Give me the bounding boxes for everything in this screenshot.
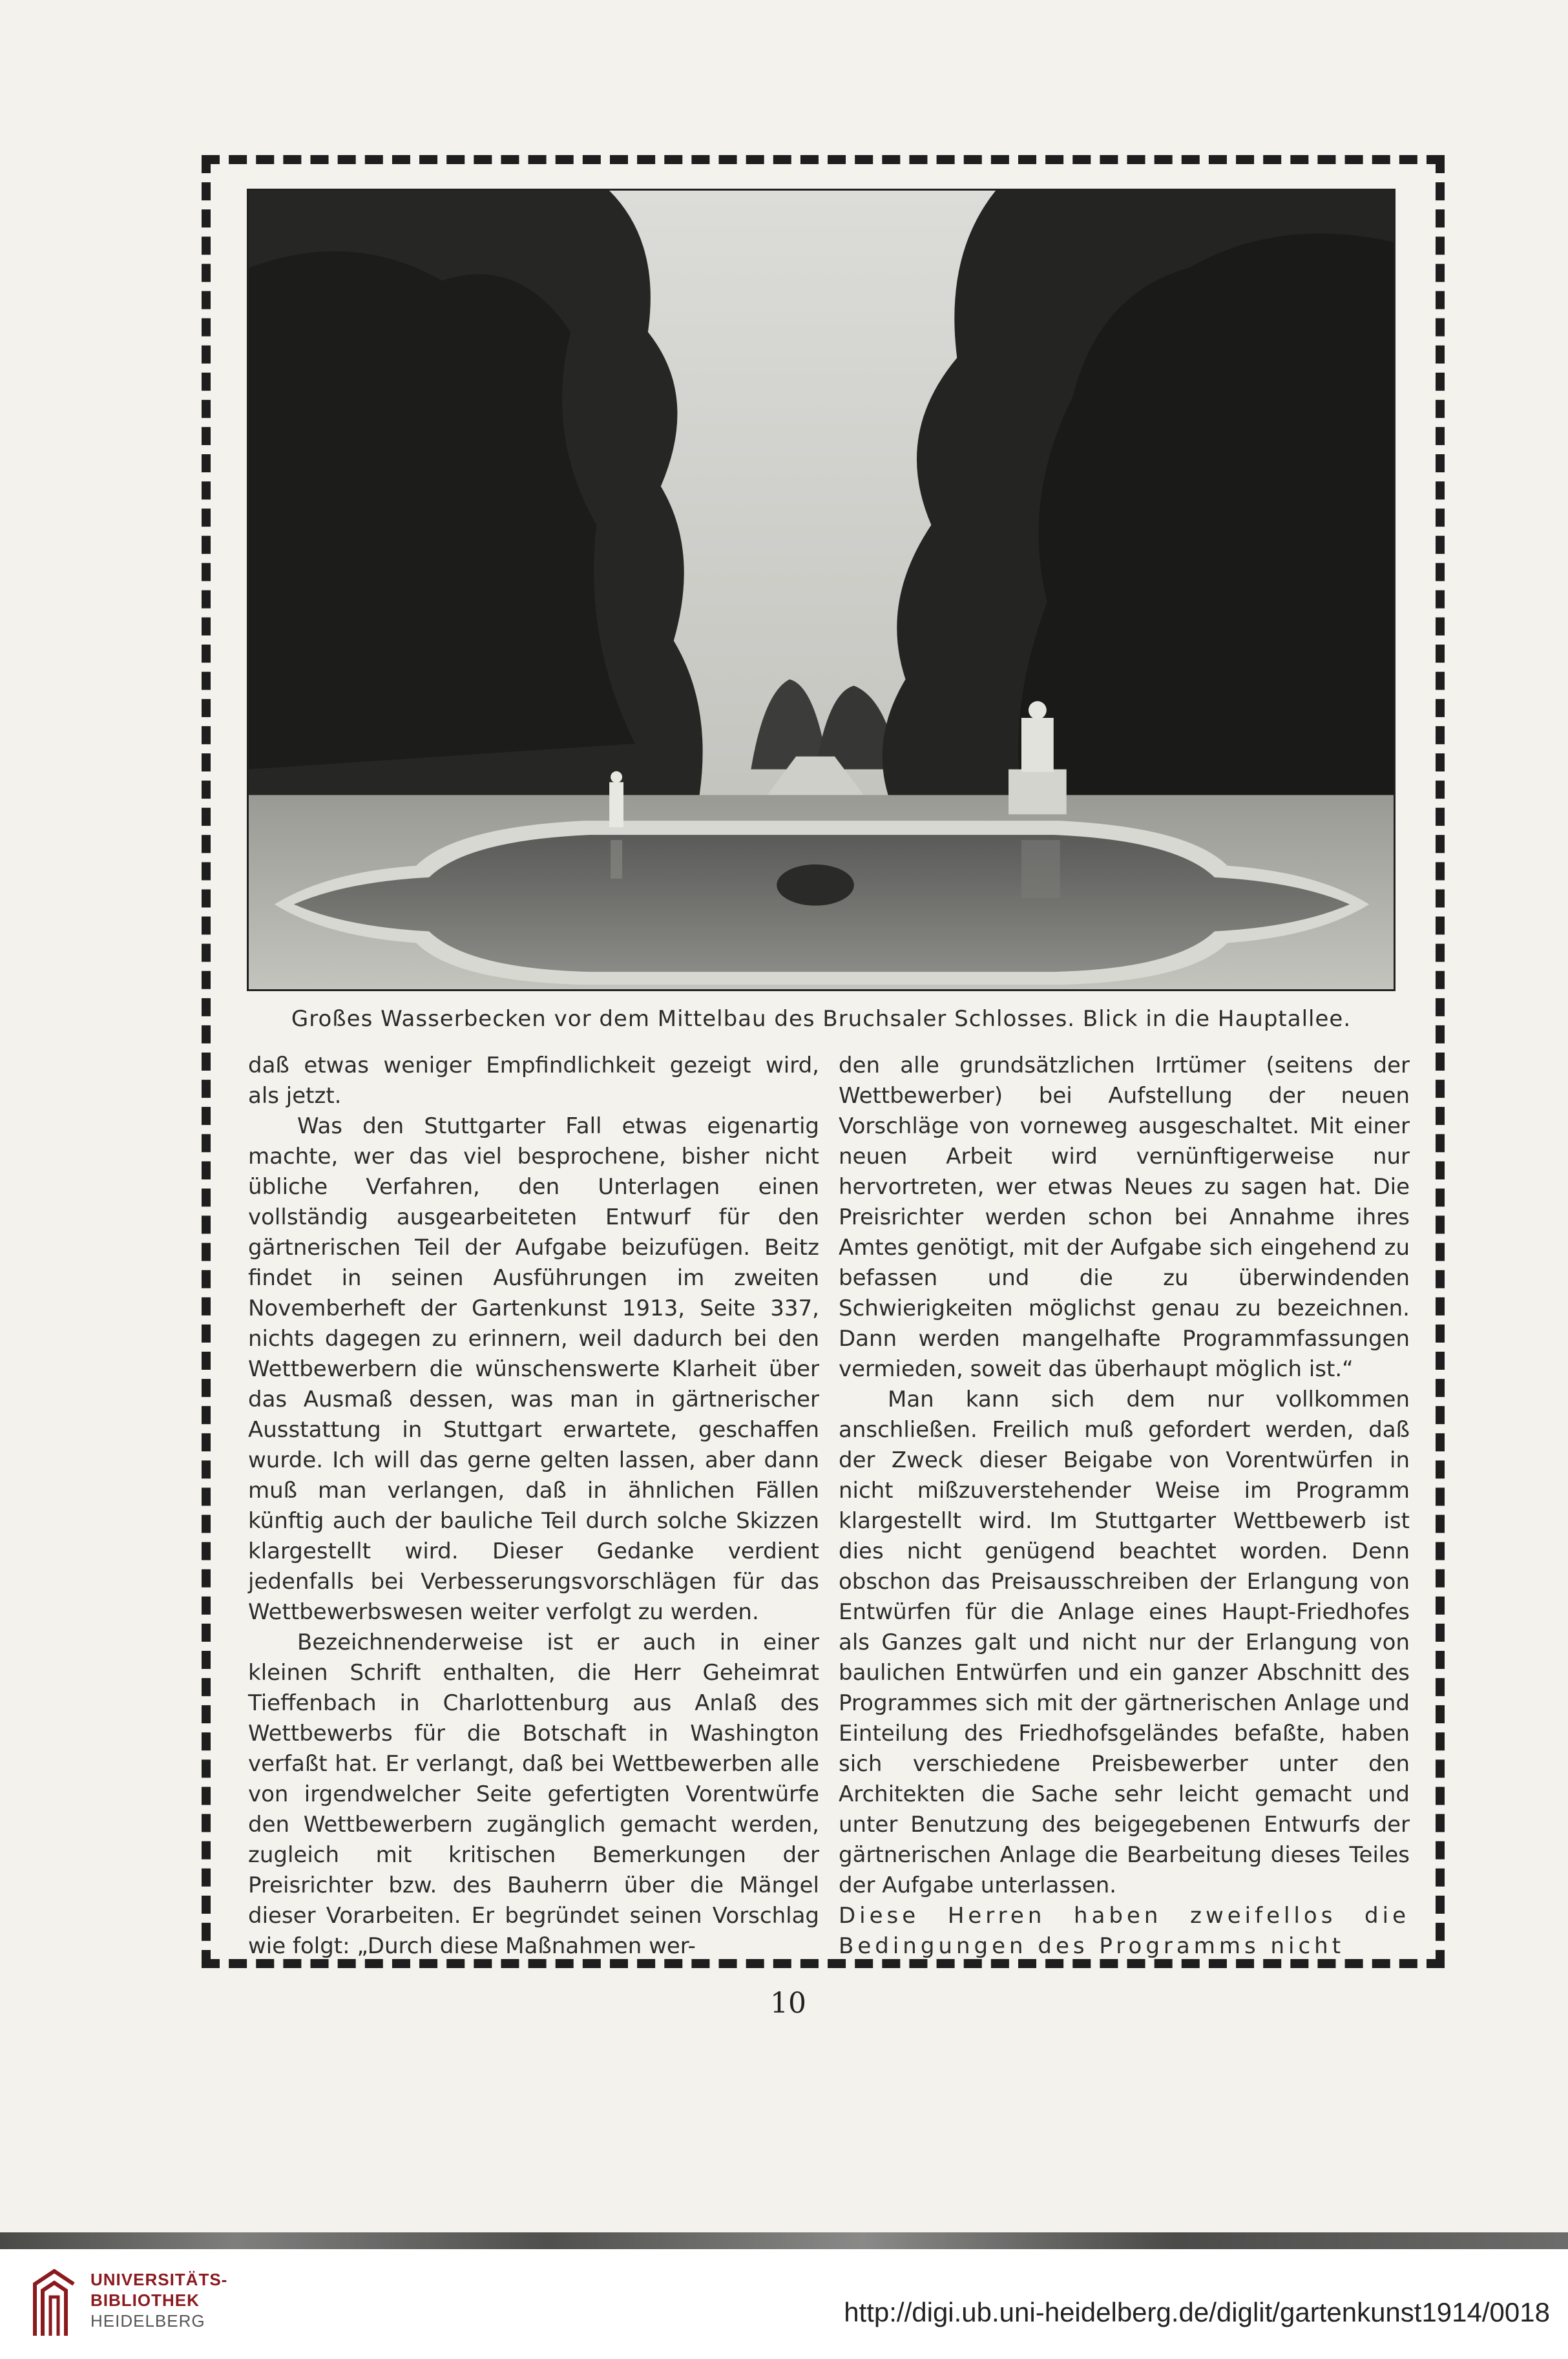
- paragraph: Man kann sich dem nur vollkommen anschließen. Freilich muß gefordert werden, daß der Zweck dieser Beigabe von Vorentwürfen in nicht mißzuverstehender Weise im Programm klargestellt wird. Im Stuttgarter Wettbewerb ist dies nicht genügend beachtet worden. Denn obschon das Preisausschreiben der Erlangung von Entwürfen für die Anlage eines Haupt-Friedhofes als Ganzes galt und nicht nur der Erlangung von baulichen Entwürfen und ein ganzer Abschnitt des Programmes sich mit der gärtnerischen Anlage und Einteilung des Friedhofsgeländes befaßte, haben sich verschiedene Preisbewerber unter den Architekten die Sache sehr leicht gemacht und unter Benutzung des beigegebenen Entwurfs der gärtnerischen Anlage die Bearbeitung dieses Teiles der Aufgabe unterlassen.: [839, 1387, 1410, 1898]
- garden-photograph: [247, 189, 1396, 991]
- paragraph: daß etwas weniger Empfindlichkeit gezeigt wird, als jetzt.: [248, 1053, 819, 1109]
- library-name: [90, 2269, 227, 2331]
- library-line-1: UNIVERSITÄTS-: [90, 2270, 228, 2289]
- library-line-2: BIBLIOTHEK: [90, 2291, 200, 2310]
- page-number: 10: [770, 1987, 806, 2020]
- paragraph-spaced: Diese Herren haben zweifellos die Bedingungen des Programms nicht: [839, 1903, 1410, 1959]
- paragraph: Was den Stuttgarter Fall etwas eigenartig machte, wer das viel besprochene, bisher nicht übliche Verfahren, den Unterlagen einen vollständig ausgearbeiteten Entwurf für den gärtnerischen Teil der Aufgabe beizufügen. Beitz findet in seinen Ausführungen im zweiten Novemberheft der Gartenkunst 1913, Seite 337, nichts dagegen zu erinnern, weil dadurch bei den Wettbewerbern die wünschenswerte Klarheit über das Ausmaß dessen, was man in gärtnerischer Ausstattung in Stuttgart erwartete, geschaffen wurde. Ich will das gerne gelten lassen, aber dann muß man verlangen, daß in ähnlichen Fällen künftig auch der bauliche Teil durch solche Skizzen klargestellt wird. Dieser Gedanke verdient jedenfalls bei Verbesserungsvorschlägen für das Wettbewerbswesen weiter verfolgt zu werden.: [248, 1113, 819, 1625]
- library-line-3: HEIDELBERG: [90, 2311, 205, 2331]
- library-logo-icon: [28, 2265, 80, 2342]
- source-url-link[interactable]: http://digi.ub.uni-heidelberg.de/diglit/gartenkunst1914/0018: [844, 2297, 1550, 2327]
- text-column-left: [248, 1051, 819, 1959]
- scan-edge: [0, 2232, 1568, 2249]
- text-column-right: [839, 1051, 1410, 1959]
- photo-illustration: [249, 191, 1394, 989]
- photo-caption: Großes Wasserbecken vor dem Mittelbau des Bruchsaler Schlosses. Blick in die Hauptallee.: [291, 1006, 1352, 1032]
- paragraph: Bezeichnenderweise ist er auch in einer kleinen Schrift enthalten, die Herr Geheimrat Tieffenbach in Charlottenburg aus Anlaß des Wettbewerbs für die Botschaft in Washington verfaßt hat. Er verlangt, daß bei Wettbewerben alle von irgendwelcher Seite gefertigten Vorentwürfe den Wettbewerbern zugänglich gemacht werden, zugleich mit kritischen Bemerkungen der Preisrichter bzw. des Bauherrn über die Mängel dieser Vorarbeiten. Er begründet seinen Vorschlag wie folgt: „Durch diese Maßnahmen wer-: [248, 1630, 819, 1959]
- paragraph: den alle grundsätzlichen Irrtümer (seitens der Wettbewerber) bei Aufstellung der neuen Vorschläge von vorneweg ausgeschaltet. Mit einer neuen Arbeit wird vernünftigerweise nur hervortreten, wer etwas Neues zu sagen hat. Die Preisrichter werden schon bei Annahme ihres Amtes genötigt, mit der Aufgabe sich eingehend zu befassen und die zu überwindenden Schwierigkeiten möglichst genau zu bezeichnen. Dann werden mangelhafte Programmfassungen vermieden, soweit das überhaupt möglich ist.“: [839, 1053, 1410, 1382]
